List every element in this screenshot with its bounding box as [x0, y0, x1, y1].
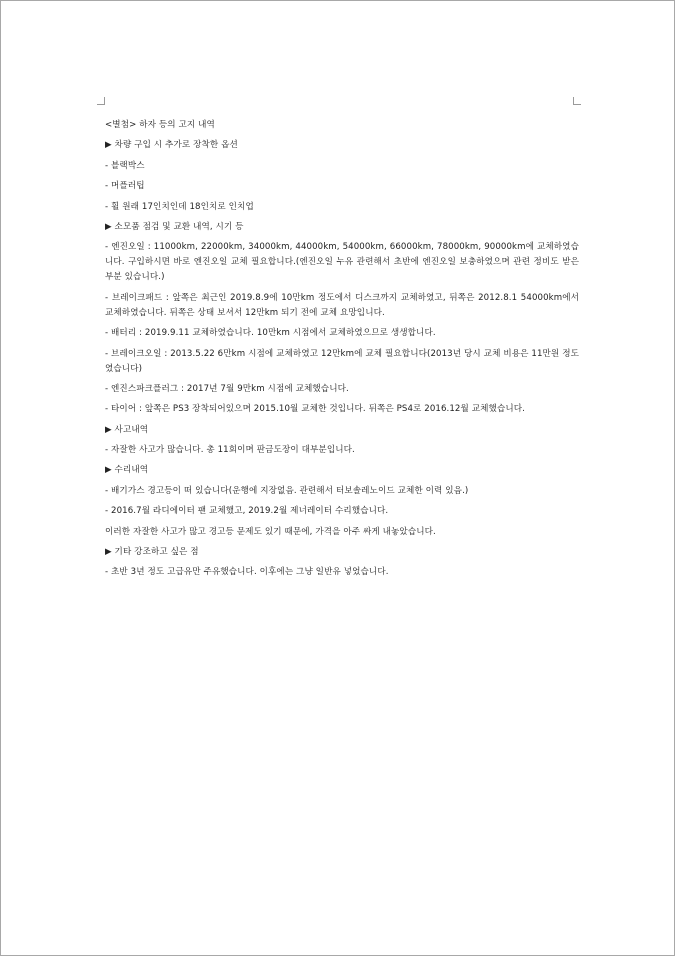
section-heading-repairs: ▶ 수리내역 — [105, 465, 149, 476]
section-heading-accidents: ▶ 사고내역 — [105, 424, 149, 435]
list-item: - 초반 3년 정도 고급유만 주유했습니다. 이후에는 그냥 일반유 넣었습니다. — [105, 567, 389, 578]
section-heading-other: ▶ 기타 강조하고 싶은 점 — [105, 547, 199, 558]
list-item: - 타이어 : 앞쪽은 PS3 장착되어있으며 2015.10월 교체한 것입니다. 뒤쪽은 PS4로 2016.12월 교체했습니다. — [105, 404, 525, 415]
list-item: - 블랙박스 — [105, 160, 145, 171]
list-item: - 머플러팁 — [105, 181, 145, 192]
list-item: - 휠 원래 17인치인데 18인치로 인치업 — [105, 201, 254, 212]
list-item: - 엔진스파크플러그 : 2017년 7월 9만km 시점에 교체했습니다. — [105, 383, 349, 394]
margin-corner-mark — [97, 97, 105, 105]
paragraph-text: 이러한 자잘한 사고가 많고 경고등 문제도 있기 때문에, 가격을 아주 싸게 내놓았습니다. — [105, 526, 436, 537]
document-heading: <별첨> 하자 등의 고지 내역 — [105, 120, 215, 130]
section-heading-consumables: ▶ 소모품 점검 및 교환 내역, 시기 등 — [105, 221, 244, 232]
list-item: - 브레이크패드 : 앞쪽은 최근인 2019.8.9에 10만km 정도에서 디스크까지 교체하였고, 뒤쪽은 2012.8.1 54000km에서 교체하였습니다. 뒤쪽은 상태 보셔서 12만km 되기 전에 교체 요망입니다. — [105, 292, 579, 318]
list-item: - 브레이크오일 : 2013.5.22 6만km 시점에 교체하였고 12만km에 교체 필요합니다(2013년 당시 교체 비용은 11만원 정도였습니다) — [105, 348, 579, 374]
section-heading-options: ▶ 차량 구입 시 추가로 장착한 옵션 — [105, 140, 238, 151]
margin-corner-mark — [573, 97, 581, 105]
list-item: - 배터리 : 2019.9.11 교체하였습니다. 10만km 시점에서 교체하였으므로 생생합니다. — [105, 328, 436, 339]
list-item: - 자잘한 사고가 많습니다. 총 11회이며 판금도장이 대부분입니다. — [105, 445, 355, 456]
list-item: - 배기가스 경고등이 떠 있습니다(운행에 지장없음. 관련해서 터보솔레노이드 교체한 이력 있음.) — [105, 485, 469, 496]
list-item: - 2016.7월 라디에이터 팬 교체했고, 2019.2월 제너레이터 수리했습니다. — [105, 506, 389, 517]
list-item: - 엔진오일 : 11000km, 22000km, 34000km, 44000km, 54000km, 66000km, 78000km, 90000km에 교체하였습니다. 구입하시면 바로 엔진오일 교체 필요합니다.(엔진오일 누유 관련해서 초반에 엔진오일 보충하였으며 관련 정비도 받은 부분 있습니다.) — [105, 242, 579, 283]
document-body — [105, 118, 579, 586]
